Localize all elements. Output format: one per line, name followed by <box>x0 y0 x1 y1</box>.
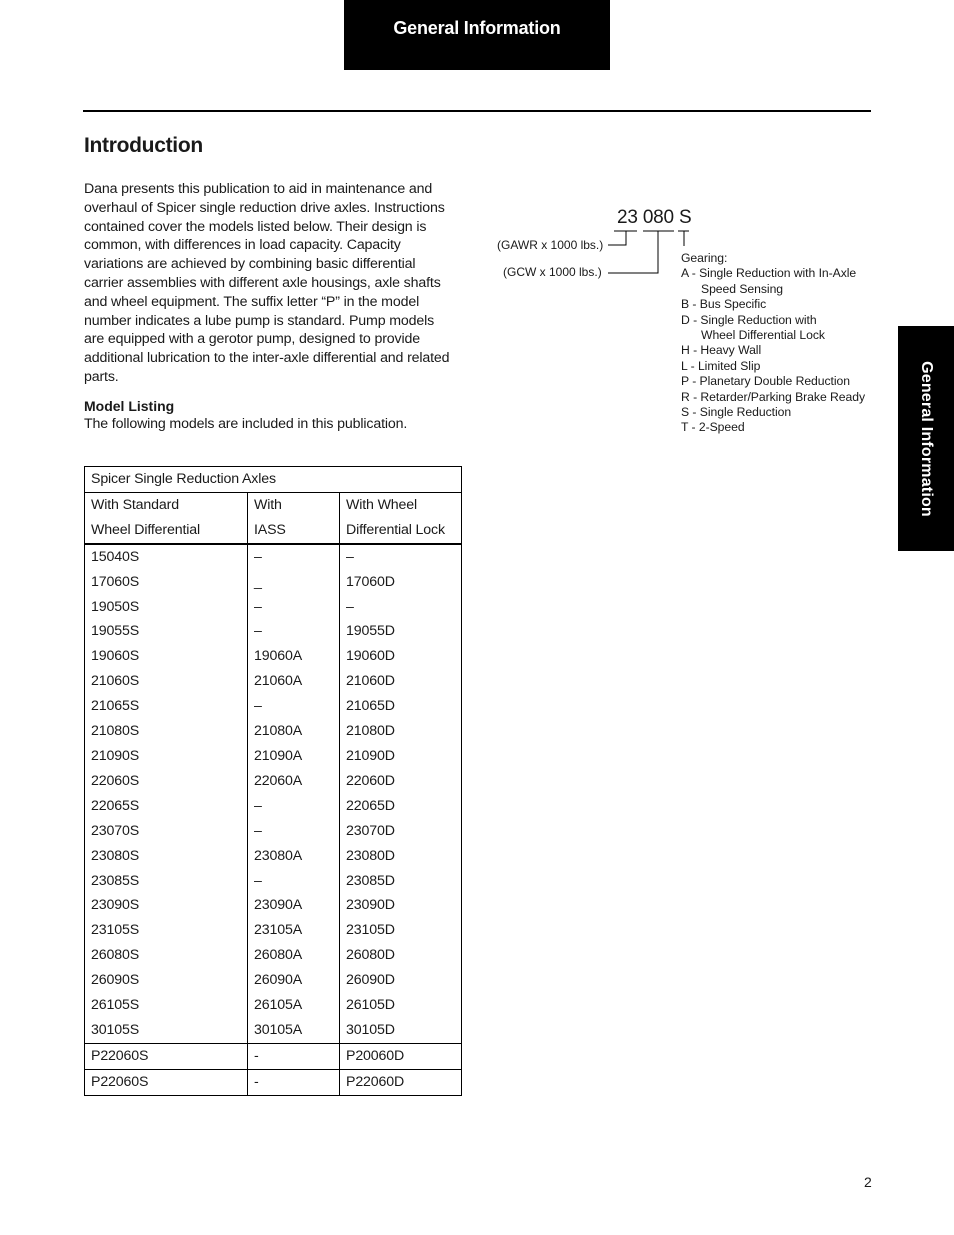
table-header-cell: With <box>248 492 340 517</box>
table-header-cell: With Standard <box>85 492 248 517</box>
table-row <box>85 943 462 968</box>
table-cell: 30105S <box>85 1018 248 1043</box>
table-cell: 26090A <box>248 968 340 993</box>
table-row <box>85 893 462 918</box>
table-row <box>85 794 462 819</box>
table-title-row <box>85 467 462 493</box>
intro-paragraph: Dana presents this publication to aid in maintenance and overhaul of Spicer single reduction drive axles. Instructions contained cover the models listed below. Their design is common, with differences in load capacity. Capacity variations are achieved by combining basic differential carrier assemblies with different axle housings, axle shafts and wheel equipment. The suffix letter “P” in the model number indicates a lube pump is standard. Pump models are equipped with a gerotor pump, designed to provide additional lubrication to the inter-axle differential and related parts. <box>84 181 450 385</box>
gearing-item: Speed Sensing <box>701 281 784 296</box>
table-cell: 23080S <box>85 844 248 869</box>
table-row <box>85 844 462 869</box>
gearing-item: T - 2-Speed <box>681 420 745 435</box>
side-section-label: General Information <box>918 360 935 517</box>
gearing-item: H - Heavy Wall <box>681 343 762 358</box>
table-cell: – <box>340 595 462 620</box>
table-cell: 23105D <box>340 918 462 943</box>
gearing-item: A - Single Reduction with In-Axle <box>681 266 857 281</box>
table-cell: 21065S <box>85 694 248 719</box>
section-header-tab <box>344 0 610 70</box>
page-number: 2 <box>864 1174 872 1190</box>
table-cell: – <box>248 819 340 844</box>
table-cell: – <box>248 794 340 819</box>
gearing-list <box>681 251 865 436</box>
table-cell: 26105S <box>85 993 248 1018</box>
table-row <box>85 968 462 993</box>
table-cell: 23085D <box>340 869 462 894</box>
table-header-cell: IASS <box>248 518 340 544</box>
table-cell: 17060S <box>85 570 248 595</box>
table-row-pump <box>85 1069 462 1095</box>
gearing-item: P - Planetary Double Reduction <box>681 374 851 389</box>
table-row <box>85 869 462 894</box>
table-row <box>85 744 462 769</box>
gearing-item: S - Single Reduction <box>681 405 792 420</box>
table-cell: 19050S <box>85 595 248 620</box>
table-cell: 22065D <box>340 794 462 819</box>
model-code-example: 23 080 S <box>617 207 692 228</box>
table-cell: 21060S <box>85 669 248 694</box>
table-cell: 23085S <box>85 869 248 894</box>
table-row <box>85 719 462 744</box>
table-cell: 22060S <box>85 769 248 794</box>
gcw-leader-line <box>608 231 658 273</box>
table-cell: 26105D <box>340 993 462 1018</box>
model-listing-text: The following models are included in this publication. <box>84 416 408 432</box>
model-code-diagram <box>490 200 880 450</box>
table-cell: 23080D <box>340 844 462 869</box>
table-cell: 19055S <box>85 619 248 644</box>
model-listing-heading: Model Listing <box>84 398 175 414</box>
table-cell: 21090A <box>248 744 340 769</box>
table-cell: 23090D <box>340 893 462 918</box>
table-row <box>85 619 462 644</box>
gearing-item: R - Retarder/Parking Brake Ready <box>681 389 865 404</box>
side-section-tab <box>898 326 954 551</box>
gearing-heading: Gearing: <box>681 251 728 265</box>
table-cell: 17060D <box>340 570 462 595</box>
table-cell: 21080A <box>248 719 340 744</box>
gawr-leader-line <box>608 231 626 245</box>
table-cell: 23080A <box>248 844 340 869</box>
gearing-item: B - Bus Specific <box>681 297 767 312</box>
table-cell: 23070S <box>85 819 248 844</box>
table-header-cell: Differential Lock <box>340 518 462 544</box>
table-cell: 19055D <box>340 619 462 644</box>
gcw-label: (GCW x 1000 lbs.) <box>503 265 602 279</box>
table-row <box>85 819 462 844</box>
table-cell: 22060A <box>248 769 340 794</box>
table-cell: 30105D <box>340 1018 462 1043</box>
table-cell: 22060D <box>340 769 462 794</box>
table-cell: 21065D <box>340 694 462 719</box>
table-cell: _ <box>248 570 340 595</box>
table-cell: P20060D <box>340 1043 462 1069</box>
table-cell: – <box>248 619 340 644</box>
table-cell: 26080D <box>340 943 462 968</box>
page-title: Introduction <box>84 134 203 157</box>
table-cell: 19060S <box>85 644 248 669</box>
table-cell: – <box>248 595 340 620</box>
table-cell: 22065S <box>85 794 248 819</box>
section-header-label: General Information <box>393 17 561 38</box>
table-cell: - <box>248 1069 340 1095</box>
table-cell: 21060D <box>340 669 462 694</box>
table-header-cell: With Wheel <box>340 492 462 517</box>
header-rule <box>83 110 871 112</box>
table-row <box>85 570 462 595</box>
table-cell: 26090D <box>340 968 462 993</box>
gearing-item: D - Single Reduction with <box>681 312 817 327</box>
table-cell: 23090A <box>248 893 340 918</box>
table-cell: 21080S <box>85 719 248 744</box>
table-cell: P22060S <box>85 1043 248 1069</box>
table-header-row <box>85 518 462 544</box>
table-cell: - <box>248 1043 340 1069</box>
table-row <box>85 595 462 620</box>
table-cell: 23070D <box>340 819 462 844</box>
table-row <box>85 644 462 669</box>
table-cell: 26080S <box>85 943 248 968</box>
table-cell: 21080D <box>340 719 462 744</box>
table-cell: – <box>340 544 462 570</box>
table-cell: – <box>248 869 340 894</box>
table-cell: 26105A <box>248 993 340 1018</box>
model-table <box>84 466 462 1096</box>
table-row <box>85 694 462 719</box>
table-row <box>85 769 462 794</box>
table-cell: 21090D <box>340 744 462 769</box>
table-cell: 19060A <box>248 644 340 669</box>
table-title-cell: Spicer Single Reduction Axles <box>85 467 462 493</box>
gearing-item: Wheel Differential Lock <box>701 328 825 343</box>
table-cell: 19060D <box>340 644 462 669</box>
table-cell: 26080A <box>248 943 340 968</box>
table-row <box>85 993 462 1018</box>
table-cell: 30105A <box>248 1018 340 1043</box>
table-cell: 23105S <box>85 918 248 943</box>
table-cell: P22060S <box>85 1069 248 1095</box>
gearing-item: L - Limited Slip <box>681 358 761 373</box>
table-row <box>85 918 462 943</box>
table-row <box>85 1018 462 1043</box>
table-cell: 21090S <box>85 744 248 769</box>
table-row-pump <box>85 1043 462 1069</box>
table-cell: – <box>248 544 340 570</box>
table-cell: P22060D <box>340 1069 462 1095</box>
table-cell: 26090S <box>85 968 248 993</box>
table-row <box>85 544 462 570</box>
table-cell: 23105A <box>248 918 340 943</box>
table-cell: 21060A <box>248 669 340 694</box>
gawr-label: (GAWR x 1000 lbs.) <box>497 238 604 252</box>
table-header-row <box>85 492 462 517</box>
table-cell: 23090S <box>85 893 248 918</box>
table-row <box>85 669 462 694</box>
table-cell: – <box>248 694 340 719</box>
table-header-cell: Wheel Differential <box>85 518 248 544</box>
table-cell: 15040S <box>85 544 248 570</box>
